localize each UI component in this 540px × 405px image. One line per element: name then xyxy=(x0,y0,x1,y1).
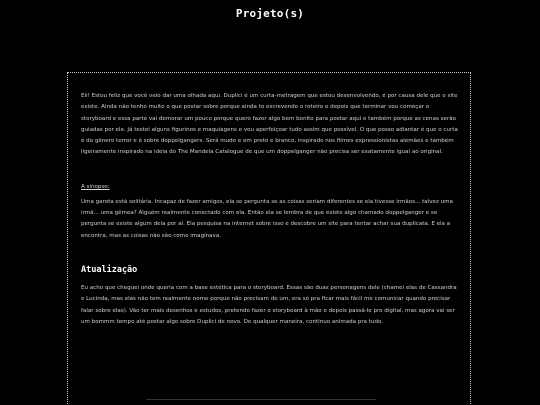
page-title: Projeto(s) xyxy=(235,7,305,20)
spacer xyxy=(81,159,458,182)
sinopse-label: A sinopse: xyxy=(81,183,110,190)
update-paragraph: Eu acho que cheguei onde queria com a base estética para o storyboard. Essas são duas personagens dele (chamei elas de Cassandra e Lucinda, mas elas não tem realmente nome porque não precisam de um, era só pra ficar mais fácil me comunicar quando precisar falar sobre elas). Vão ter mais desenhos e estudos, pretendo fazer o storyboard à mão e depois passá-lo pro digital, mas agora vai ser um bommm tempo até postar algo sobre Duplici de novo. De qualquer maneira, continuo animada pra tudo. xyxy=(81,284,457,325)
intro-paragraph: Eii! Estou feliz que você veio dar uma olhada aqui. Duplici é um curta-metragem que estou desenvolvendo, é por causa dele que o site existe. Ainda não tenho muito o que postar sobre porque ainda to escrevendo o roteiro e depois que terminar vou começar o storyboard e essa parte vai demorar um pouco porque quero fazer algo bem bonito para postar aqui e também porque as cenas serão guiadas por ele. Já testei alguns figurinos e maquiagens e vou aperfeiçoar tudo assim que possível. O que posso adiantar é que o curta é do gênero terror e é sobre doppelgangers. Será mudo e em preto e branco, inspirado nos filmes expressionistas alemães e também ligeiramente inspirado na ideia do The Mandela Catalogue de que um doppelganger não precisa ser exatamente igual ao original. xyxy=(81,93,458,156)
sinopse-paragraph: Uma garota está solitária. Incapaz de fazer amigos, ela se pergunta se as coisas seriam diferentes se ela tivesse irmãos... talvez uma irmã... uma gêmea? Alguém realmente conectado com ela. Então ela se lembra de que existe algo chamado doppelganger e se pergunta se existe algum dela por aí. Ela pesquisa na internet sobre isso e descobre um site para tentar achar sua duplicata. E ela a encontra, mas as coisas não são como imaginava. xyxy=(81,198,453,239)
content-box xyxy=(67,72,471,405)
divider xyxy=(146,399,376,400)
update-heading: Atualização xyxy=(81,264,138,275)
spacer xyxy=(81,242,458,265)
